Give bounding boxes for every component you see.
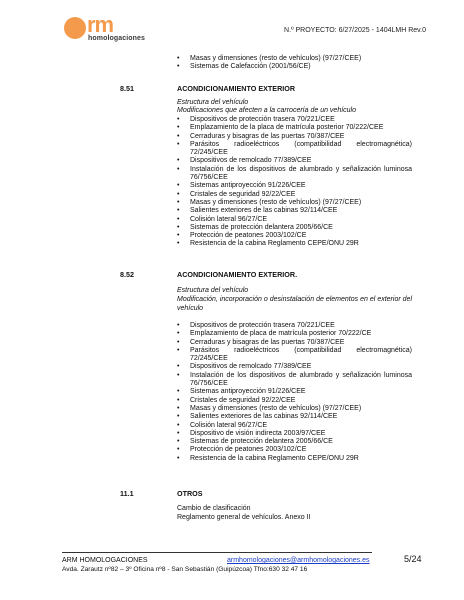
footer-divider — [62, 552, 372, 553]
list-item: • Sistemas antiproyección 91/226/CEE — [177, 182, 412, 190]
list-item: • Cristales de seguridad 92/22/CEE — [177, 191, 412, 199]
list-item: • Dispositivos de remolcado 77/389/CEE — [177, 157, 412, 165]
list-item: • Emplazamiento de placa de matrícula posterior 70/222/CE — [177, 330, 412, 338]
logo-subtitle: homologaciones — [88, 35, 146, 42]
logo-circle-mark — [64, 17, 86, 39]
list-item: • Sistemas de Calefacción (2001/56/CE) — [177, 63, 412, 71]
list-item: • Salientes exteriores de las cabinas 92/114/CEE — [177, 207, 412, 215]
footer-company-name: ARM HOMOLOGACIONES — [62, 557, 148, 564]
logo-main-text: rm — [87, 12, 114, 37]
list-item: • Protección de peatones 2003/102/CE — [177, 446, 412, 454]
section-number-8-52: 8.52 — [120, 270, 134, 279]
footer-address: Avda. Zarautz nº82 – 3º Oficina nº8 - San Sebastián (Guipúzcoa) Tfno:630 32 47 16 — [62, 566, 308, 573]
company-logo — [64, 12, 154, 42]
list-item: • Cerraduras y bisagras de las puertas 70/387/CEE — [177, 133, 412, 141]
list-item: • Salientes exteriores de las cabinas 92/114/CEE — [177, 413, 412, 421]
section-subtitle: Estructura del vehículo — [177, 287, 249, 294]
list-item: • Masas y dimensiones (resto de vehículos) (97/27/CEE) — [177, 55, 412, 63]
list-item: • Colisión lateral 96/27/CE — [177, 422, 412, 430]
list-item: • Instalación de los dispositivos de alumbrado y señalización luminosa 76/756/CEE — [177, 166, 412, 183]
section-description: Modificación, incorporación o desinstalación de elementos en el exterior del vehículo — [177, 296, 412, 312]
section-text-line: Reglamento general de vehículos. Anexo II — [177, 514, 311, 521]
section-text-line: Cambio de clasificación — [177, 505, 251, 512]
list-item: • Dispositivos de protección trasera 70/221/CEE — [177, 322, 412, 330]
project-number: N.º PROYECTO: 6/27/2025 - 1404LMH Rev.0 — [284, 27, 426, 34]
list-item: • Dispositivos de remolcado 77/389/CEE — [177, 363, 412, 371]
list-item: • Parásitos radioeléctricos (compatibilidad electromagnética) 72/245/CEE — [177, 141, 412, 158]
list-item: • Cristales de seguridad 92/22/CEE — [177, 397, 412, 405]
continuation-list — [177, 55, 412, 72]
list-item: • Dispositivos de protección trasera 70/221/CEE — [177, 116, 412, 124]
list-item: • Protección de peatones 2003/102/CE — [177, 232, 412, 240]
page-number: 5/24 — [404, 554, 422, 564]
list-item: • Sistemas de protección delantera 2005/66/CE — [177, 438, 412, 446]
list-item: • Masas y dimensiones (resto de vehículos) (97/27/CEE) — [177, 199, 412, 207]
list-item: • Cerraduras y bisagras de las puertas 70/387/CEE — [177, 339, 412, 347]
list-item: • Sistemas antiproyección 91/226/CEE — [177, 388, 412, 396]
section-description: Modificaciones que afecten a la carrocería de un vehículo — [177, 107, 356, 114]
section-number-11-1: 11.1 — [120, 489, 134, 498]
list-item: • Masas y dimensiones (resto de vehículos) (97/27/CEE) — [177, 405, 412, 413]
list-item: • Instalación de los dispositivos de alumbrado y señalización luminosa 76/756/CEE — [177, 372, 412, 389]
list-item: • Emplazamiento de la placa de matrícula posterior 70/222/CEE — [177, 124, 412, 132]
list-item: • Colisión lateral 96/27/CE — [177, 216, 412, 224]
section-8-52-list — [177, 322, 412, 463]
list-item: • Parásitos radioeléctricos (compatibilidad electromagnética) 72/245/CEE — [177, 347, 412, 364]
list-item: • Resistencia de la cabina Reglamento CEPE/ONU 29R — [177, 240, 412, 248]
section-subtitle: Estructura del vehículo — [177, 99, 249, 106]
section-8-51-list — [177, 116, 412, 249]
section-number-8-51: 8.51 — [120, 84, 134, 93]
list-item: • Sistemas de protección delantera 2005/66/CE — [177, 224, 412, 232]
list-item: • Resistencia de la cabina Reglamento CEPE/ONU 29R — [177, 455, 412, 463]
section-title-8-52: ACONDICIONAMIENTO EXTERIOR. — [177, 270, 298, 279]
section-title-8-51: ACONDICIONAMIENTO EXTERIOR — [177, 84, 296, 93]
section-title-11-1: OTROS — [177, 489, 203, 498]
footer-email-link[interactable]: armhomologaciones@armhomologaciones.es — [227, 557, 370, 564]
list-item: • Dispositivo de visión indirecta 2003/97/CEE — [177, 430, 412, 438]
